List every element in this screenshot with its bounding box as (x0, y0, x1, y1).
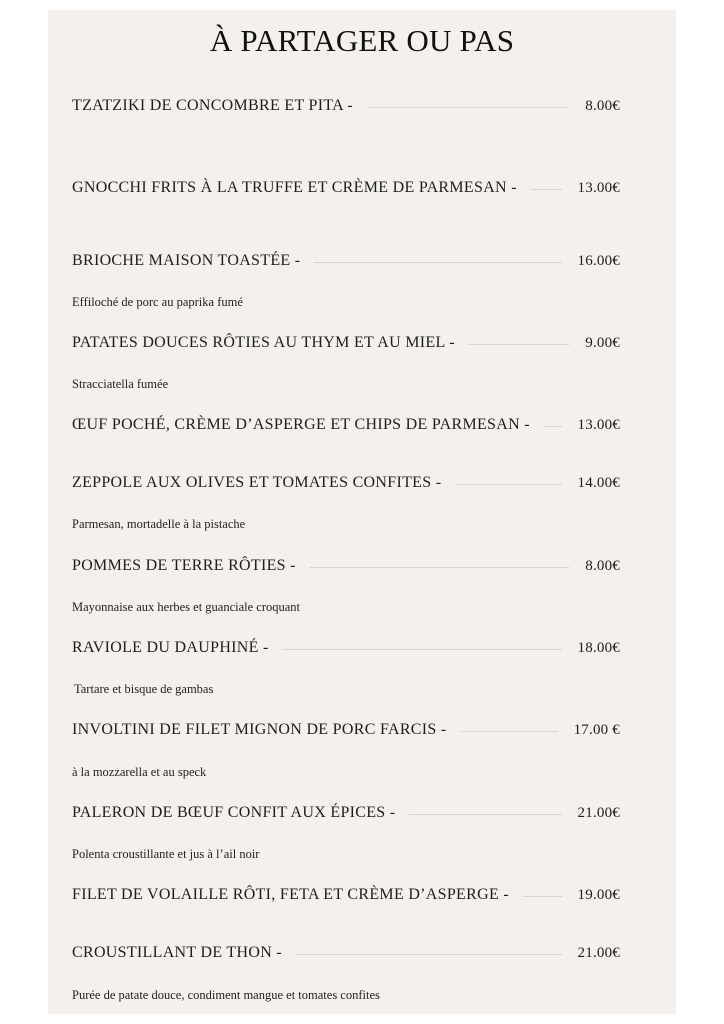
item-price: 9.00€ (585, 334, 620, 351)
item-name: INVOLTINI DE FILET MIGNON DE PORC FARCIS - (72, 721, 447, 738)
item-description: Tartare et bisque de gambas (74, 682, 214, 696)
item-description: à la mozzarella et au speck (72, 765, 207, 779)
leader-line (544, 426, 562, 427)
item-name: GNOCCHI FRITS À LA TRUFFE ET CRÈME DE PARMESAN - (72, 179, 517, 196)
item-price: 18.00€ (577, 639, 620, 656)
item-price: 13.00€ (577, 416, 620, 433)
item-price: 8.00€ (585, 557, 620, 574)
item-description: Polenta croustillante et jus à l’ail noir (72, 847, 260, 861)
menu-item (72, 942, 620, 964)
item-price: 8.00€ (585, 97, 620, 114)
menu-title: À PARTAGER OU PAS (209, 23, 515, 58)
leader-line (367, 107, 569, 108)
item-price: 21.00€ (577, 804, 620, 821)
item-name: RAVIOLE DU DAUPHINÉ - (72, 639, 269, 656)
item-price: 21.00€ (577, 944, 620, 961)
item-price: 13.00€ (577, 179, 620, 196)
leader-line (310, 567, 569, 568)
menu-item (72, 95, 620, 117)
item-name: ZEPPOLE AUX OLIVES ET TOMATES CONFITES - (72, 474, 442, 491)
item-description: Mayonnaise aux herbes et guanciale croquant (72, 600, 301, 614)
menu-item (72, 177, 620, 199)
item-name: POMMES DE TERRE RÔTIES - (72, 557, 296, 574)
menu-item (72, 555, 620, 577)
menu-item (72, 884, 620, 906)
leader-line (461, 731, 558, 732)
leader-line (409, 814, 561, 815)
leader-line (455, 484, 561, 485)
leader-line (531, 189, 562, 190)
menu-item (72, 802, 620, 824)
menu-item (72, 637, 620, 659)
leader-line (523, 896, 562, 897)
item-price: 16.00€ (577, 252, 620, 269)
leader-line (469, 344, 569, 345)
menu-item (72, 719, 620, 741)
leader-line (283, 649, 562, 650)
leader-line (314, 262, 561, 263)
item-description: Effiloché de porc au paprika fumé (72, 295, 243, 309)
item-price: 14.00€ (577, 474, 620, 491)
menu-item (72, 332, 620, 354)
item-name: PALERON DE BŒUF CONFIT AUX ÉPICES - (72, 804, 396, 821)
item-price: 17.00 € (573, 721, 620, 738)
menu-item (72, 250, 620, 272)
item-name: ŒUF POCHÉ, CRÈME D’ASPERGE ET CHIPS DE PARMESAN - (72, 416, 530, 433)
item-name: FILET DE VOLAILLE RÔTI, FETA ET CRÈME D’ASPERGE - (72, 886, 509, 903)
item-description: Stracciatella fumée (72, 377, 169, 391)
leader-line (296, 954, 562, 955)
item-price: 19.00€ (577, 886, 620, 903)
item-name: PATATES DOUCES RÔTIES AU THYM ET AU MIEL - (72, 334, 455, 351)
item-description: Purée de patate douce, condiment mangue et tomates confites (72, 988, 380, 1002)
item-name: BRIOCHE MAISON TOASTÉE - (72, 252, 301, 269)
item-description: Parmesan, mortadelle à la pistache (72, 517, 246, 531)
menu-item (72, 472, 620, 494)
item-name: CROUSTILLANT DE THON - (72, 944, 282, 961)
menu-card (48, 10, 676, 1014)
menu-item (72, 414, 620, 436)
item-name: TZATZIKI DE CONCOMBRE ET PITA - (72, 97, 354, 114)
